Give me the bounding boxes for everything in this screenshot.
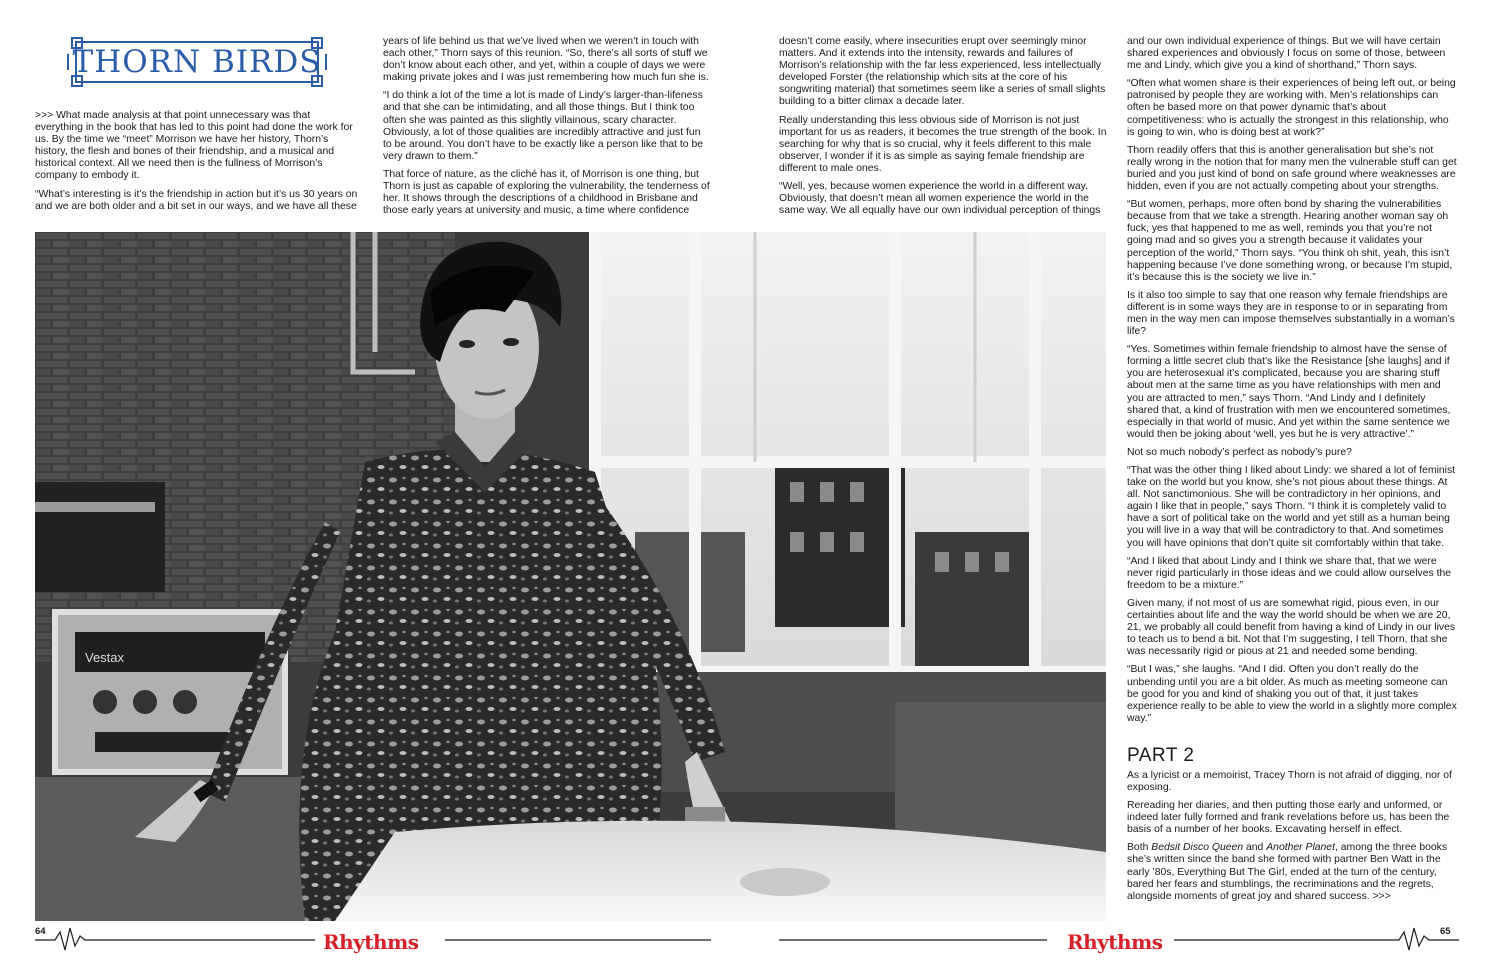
- paragraph: As a lyricist or a memoirist, Tracey Thorn is not afraid of digging, nor of exposing.: [1127, 769, 1452, 793]
- paragraph: Given many, if not most of us are somewhat rigid, pious even, in our certainties about life and the way the world should be when we are 20, 21, we probably all could benefit from having a kind of Lindy in our lives to teach us to bend a bit. Not that I’m suggesting, I tell Thorn, that she was necessarily rigid or pious at 21 and needed some bending.: [1127, 597, 1456, 658]
- text-run: , among the three books she’s written since the band she formed with partner Ben Watt in the early ’80s, Everything But The Girl, ended at the turn of the century, bared her fears and stumblings, the recriminations and the regrets, alongside moments of great joy and shared success. >>>: [1127, 842, 1448, 902]
- paragraph: “Well, yes, because women experience the world in a different way. Obviously, that doesn’t mean all women experience the world in the same way. We all equally have our own individual perception of things: [779, 181, 1101, 217]
- equipment-label: Vestax: [85, 650, 125, 665]
- text-run: Both: [1127, 842, 1152, 854]
- paragraph: “And I liked that about Lindy and I think we share that, that we were never rigid particularly in those ideas and we could allow ourselves the freedom to be a mixture.”: [1127, 555, 1452, 591]
- column-3: [779, 36, 1107, 223]
- page-number-right: 65: [1440, 926, 1451, 937]
- paragraph: and our own individual experience of things. But we will have certain shared experiences and obviously I focus on some of those, between me and Lindy, which give you a kind of shorthand,” Thorn says.: [1127, 36, 1446, 72]
- paragraph: [1127, 842, 1457, 902]
- paragraph: doesn’t come easily, where insecurities erupt over seemingly minor matters. And it extends into the intensity, rewards and failures of Morrison’s relationship with the far less experienced, less intellectually developed Forster (the relationship which sits at the core of his songwriting material) that sometimes seem like a series of small slights building to a bitter climax a decade later.: [779, 36, 1106, 108]
- window: [595, 232, 1106, 682]
- paragraph: Rereading her diaries, and then putting those early and unformed, or indeed later fully formed and frank revelations before us, has been the basis of a number of her books. Excavating herself in effect.: [1127, 800, 1450, 836]
- paragraph: >>> What made analysis at that point unnecessary was that everything in the book that has led to this point had done the work for us. By the time we “meet” Morrison we have her history, Thorn’s history, the flesh and bones of their friendship, and a musical and historical context. All we need then is the fullness of Morrison’s company to embody it.: [35, 110, 353, 182]
- text-run: and: [1243, 842, 1267, 854]
- brand-logo-right: Rhythms: [1067, 930, 1163, 954]
- brand-logo-left: Rhythms: [323, 930, 419, 954]
- paragraph: Is it also too simple to say that one reason why female friendships are different is in some ways they are in response to or in separating from men in the way men can impose themselves substantially in a woman’s life?: [1127, 289, 1455, 338]
- section-logo: [66, 36, 328, 88]
- paragraph: “I do think a lot of the time a lot is made of Lindy’s larger-than-lifeness and that she can be intimidating, and all those things. But I think too often she was painted as this slightly villainous, scary character. Obviously, a lot of those qualities are incredibly attractive and just fun to be around. You don’t have to be exactly like a person like that to be very drawn to them.”: [383, 90, 704, 162]
- portrait-photo: [35, 232, 1106, 921]
- column-4: [1127, 36, 1457, 909]
- paragraph: “Often what women share is their experiences of being left out, or being patronised by people they are working with. Men’s relationships can often be based more on that power dynamic that’s about competitiveness: who is actually the strongest in this relationship, who is going to win, who is doing best at work?”: [1127, 78, 1456, 138]
- book-title: Bedsit Disco Queen: [1151, 842, 1244, 854]
- hand: [740, 868, 830, 896]
- column-2: [383, 36, 711, 223]
- paragraph: That force of nature, as the cliché has it, of Morrison is one thing, but Thorn is just as capable of exploring the vulnerability, the tenderness of her. It shows through the descriptions of a childhood in Brisbane and those early years at university and music, a time where confidence: [383, 168, 710, 217]
- paragraph: “But women, perhaps, more often bond by sharing the vulnerabilities because from that we take a strength. Hearing another woman say oh fuck, yes that happened to me as well, reminds you that you’re not going mad and so gives you a strength because it validates your perception of the world,” Thorn says. “You think oh shit, yeah, this isn’t happening because I’ve done something wrong, or because I’m stupid, it’s because this is the society we live in.”: [1127, 199, 1453, 283]
- book-title: Another Planet: [1266, 842, 1335, 854]
- paragraph: “But I was,” she laughs. “And I did. Often you don’t really do the unbending until you are a bit older. As much as meeting someone can be good for you and kind of shaking you out of that, it just takes experience really to be able to view the world in a slightly more complex way.”: [1127, 664, 1457, 724]
- paragraph: Not so much nobody’s perfect as nobody’s pure?: [1127, 446, 1352, 458]
- section-heading: PART 2: [1127, 744, 1195, 766]
- column-1: [35, 110, 359, 219]
- paragraph: “What’s interesting is it’s the friendship in action but it’s us 30 years on and we are both older and a bit set in our ways, and we have all these: [35, 188, 358, 212]
- paragraph: Thorn readily offers that this is another generalisation but she’s not really wrong in the notion that for many men the vulnerable stuff can get buried and you just kind of bond on safe ground where weaknesses are hidden, even if you are not actually competing about your strengths.: [1127, 144, 1457, 193]
- logo-title: THORN BIRDS: [72, 44, 322, 80]
- paragraph: “That was the other thing I liked about Lindy: we shared a lot of feminist take on the world but you know, she’s not pious about these things. At all. Not sanctimonious. She will be contradictory in her opinions, and again I like that in people,” says Thorn. “I think it is completely valid to have a sort of political take on the world and yet still as a human being you will live in a way that will be contradictory to that. And sometimes you will have opinions that don’t quite sit comfortably within that take.: [1127, 465, 1456, 549]
- paragraph: Really understanding this less obvious side of Morrison is not just important for us as readers, it becomes the true strength of the book. In searching for why that is so crucial, why it feels different to this male observer, I wonder if it is as simple as saying female friendship are different to male ones.: [779, 114, 1107, 174]
- paragraph: “Yes. Sometimes within female friendship to almost have the sense of forming a little secret club that’s like the Resistance [she laughs] and if you are heterosexual it’s complicated, because you are sharing stuff about men at the same time as you have relationships with men and you are attracted to men,” says Thorn. “And Lindy and I definitely shared that, a kind of frustration with men we encountered sometimes, especially in that world of music. And yet within the same sentence we would then be joking about ‘well, yes but he is very attractive’.”: [1127, 344, 1451, 440]
- paragraph: years of life behind us that we’ve lived when we weren’t in touch with each other,” Thorn says of this reunion. “So, there’s all sorts of stuff we don’t know about each other, and yet, within a couple of days we were making private jokes and I was just remembering how much fun she is.: [383, 36, 709, 84]
- page-number-left: 64: [35, 926, 46, 937]
